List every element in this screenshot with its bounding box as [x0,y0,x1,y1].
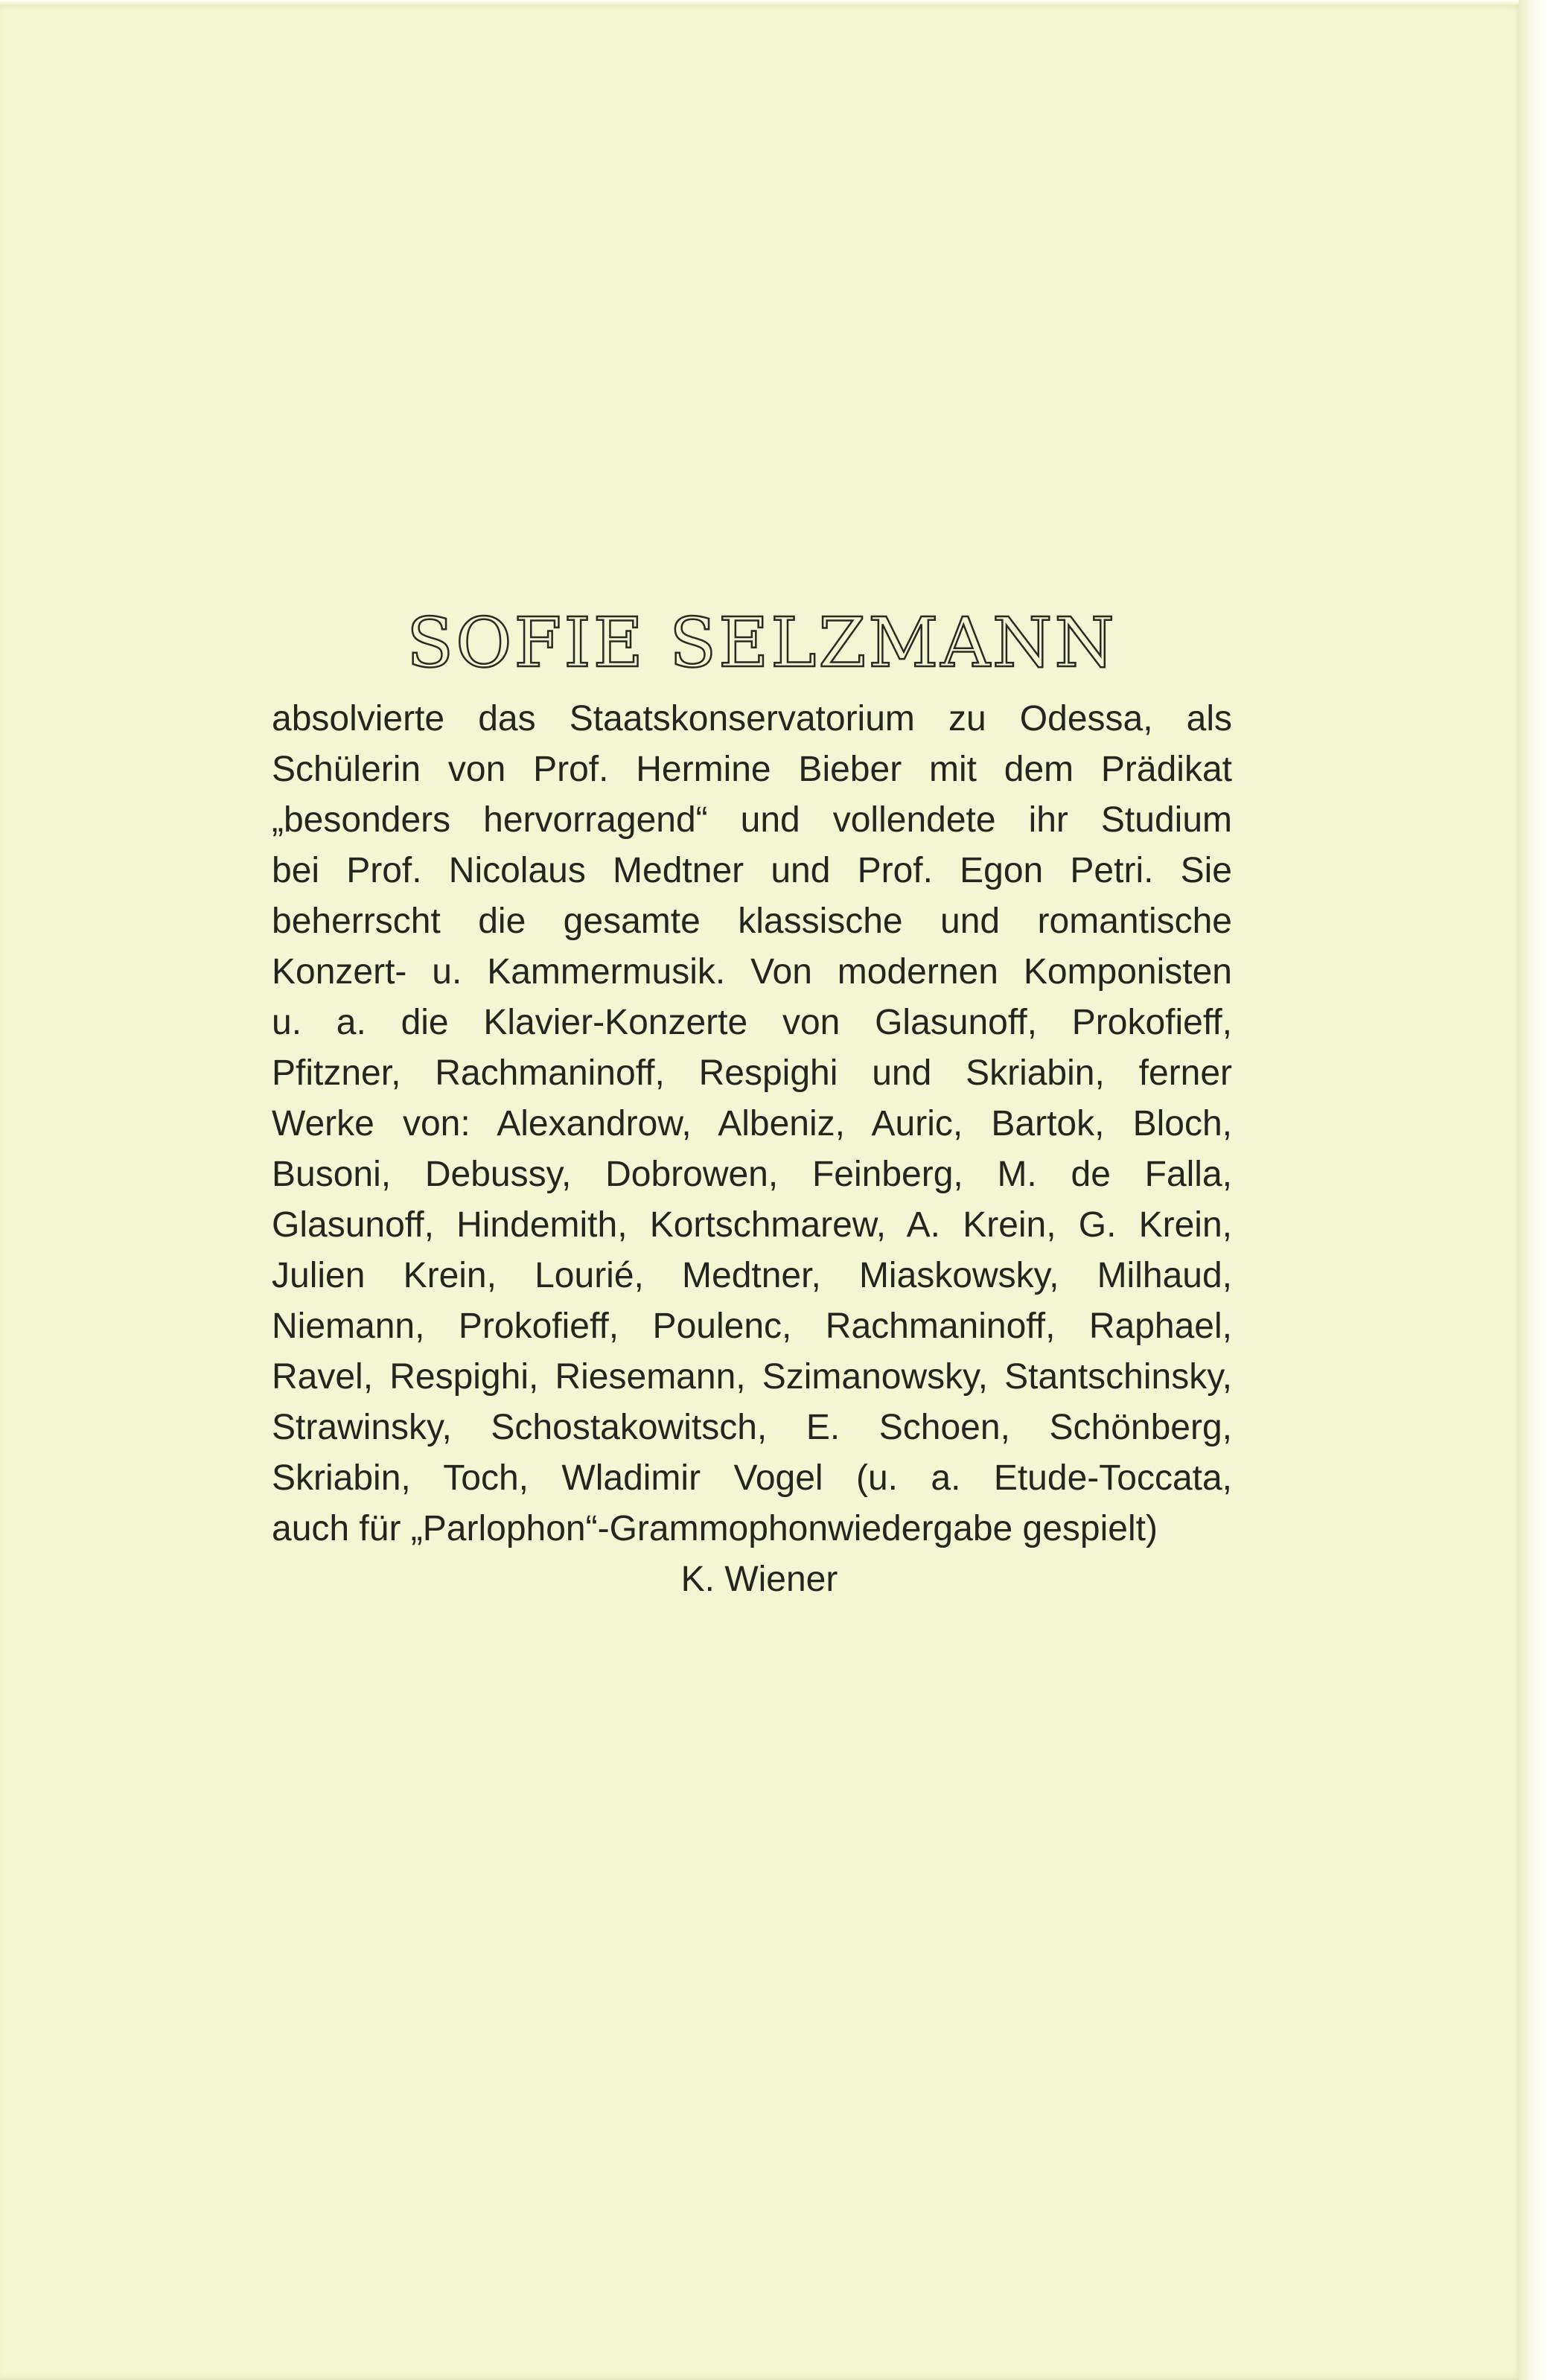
text-line: Pfitzner, Rachmaninoff, Respighi und Skriabin, ferner [272,1053,1232,1093]
text-line: Busoni, Debussy, Dobrowen, Feinberg, M. de Falla, [272,1155,1232,1194]
signature: K. Wiener [680,1560,838,1599]
text-line: Werke von: Alexandrow, Albeniz, Auric, Bartok, Bloch, [272,1104,1232,1143]
text-line: Skriabin, Toch, Wladimir Vogel (u. a. Etude-Toccata, [272,1458,1232,1498]
text-line: Niemann, Prokofieff, Poulenc, Rachmaninoff, Raphael, [272,1307,1232,1346]
page-right-edge [1519,0,1547,2380]
text-line: Konzert- u. Kammermusik. Von modernen Komponisten [272,952,1232,992]
text-line: absolvierte das Staatskonservatorium zu Odessa, als [272,699,1232,738]
text-line: bei Prof. Nicolaus Medtner und Prof. Egon Petri. Sie [272,851,1232,890]
document-page [0,4,1523,2380]
page-title: SOFIE SELZMANN [406,603,1117,683]
text-line: Julien Krein, Lourié, Medtner, Miaskowsky, Milhaud, [272,1256,1232,1295]
text-line: Ravel, Respighi, Riesemann, Szimanowsky, Stantschinsky, [272,1357,1232,1397]
biography-text [272,694,1232,1605]
text-line: auch für „Parlophon“-Grammophonwiedergabe gespielt) [272,1509,1158,1548]
text-line: „besonders hervorragend“ und vollendete ihr Studium [272,800,1232,840]
text-line: Glasunoff, Hindemith, Kortschmarew, A. Krein, G. Krein, [272,1205,1232,1245]
text-line: Schülerin von Prof. Hermine Bieber mit dem Prädikat [272,750,1232,789]
text-line: Strawinsky, Schostakowitsch, E. Schoen, Schönberg, [272,1408,1232,1447]
text-line: beherrscht die gesamte klassische und romantische [272,902,1232,941]
text-line: u. a. die Klavier-Konzerte von Glasunoff, Prokofieff, [272,1003,1232,1042]
